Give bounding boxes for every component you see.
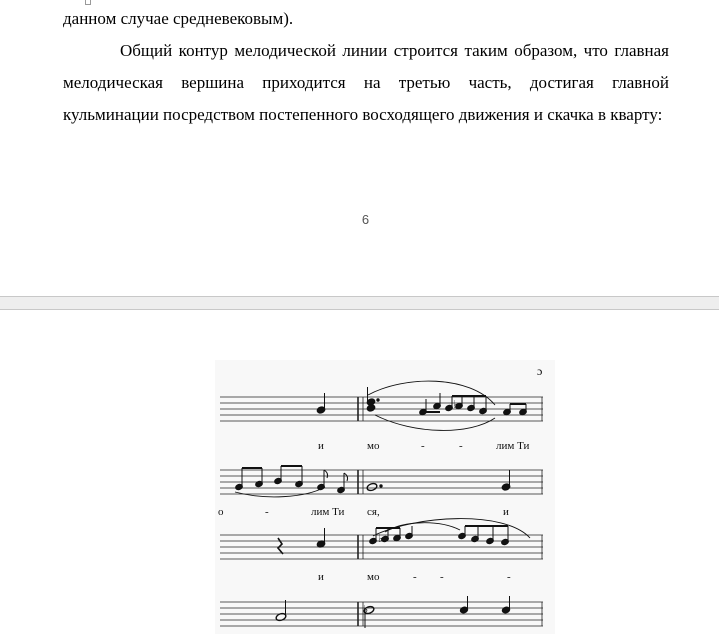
- lyrics-system-3: [318, 571, 511, 583]
- svg-text:-: -: [507, 571, 511, 583]
- notes-system-3: [278, 519, 530, 554]
- svg-text:и: и: [318, 571, 324, 583]
- svg-text:о: о: [218, 506, 224, 518]
- svg-text:-: -: [421, 440, 425, 452]
- lyrics-system-1: [318, 440, 530, 452]
- svg-text:ся,: ся,: [367, 506, 380, 518]
- svg-text:и: и: [318, 440, 324, 452]
- svg-text:и: и: [503, 506, 509, 518]
- notes-system-1: [316, 381, 527, 430]
- svg-text:-: -: [413, 571, 417, 583]
- svg-text:мо: мо: [367, 440, 380, 452]
- paragraph-continuation: данном случае средневековым).: [63, 9, 294, 28]
- notes-system-4: [275, 596, 510, 628]
- svg-text:лим Ти: лим Ти: [496, 440, 530, 452]
- svg-text:♭: ♭: [378, 532, 384, 545]
- notes-system-2: [235, 466, 511, 497]
- staff-system-1: [220, 397, 543, 421]
- svg-text:♭: ♭: [363, 603, 369, 616]
- document-page-upper: [0, 0, 719, 296]
- page-break-gap: [0, 296, 719, 310]
- svg-text:лим Ти: лим Ти: [311, 506, 345, 518]
- music-score-image: [215, 360, 555, 634]
- staff-system-4: [220, 602, 543, 626]
- svg-text:-: -: [440, 571, 444, 583]
- lyrics-system-2: [218, 506, 509, 518]
- score-corner-mark: ɔ: [537, 364, 543, 378]
- staff-system-2: [220, 470, 543, 494]
- svg-text:-: -: [265, 506, 269, 518]
- page-number: 6: [361, 212, 370, 227]
- svg-text:мо: мо: [367, 571, 380, 583]
- svg-text:♭: ♭: [453, 398, 459, 411]
- paragraph-main: Общий контур мелодической линии строится таким образом, что главная мелодическая вершина приходится на третью часть, достигая главной кульминации посредством постепенного восходящего движения и скачка в кварту:: [63, 41, 669, 124]
- svg-text:-: -: [459, 440, 463, 452]
